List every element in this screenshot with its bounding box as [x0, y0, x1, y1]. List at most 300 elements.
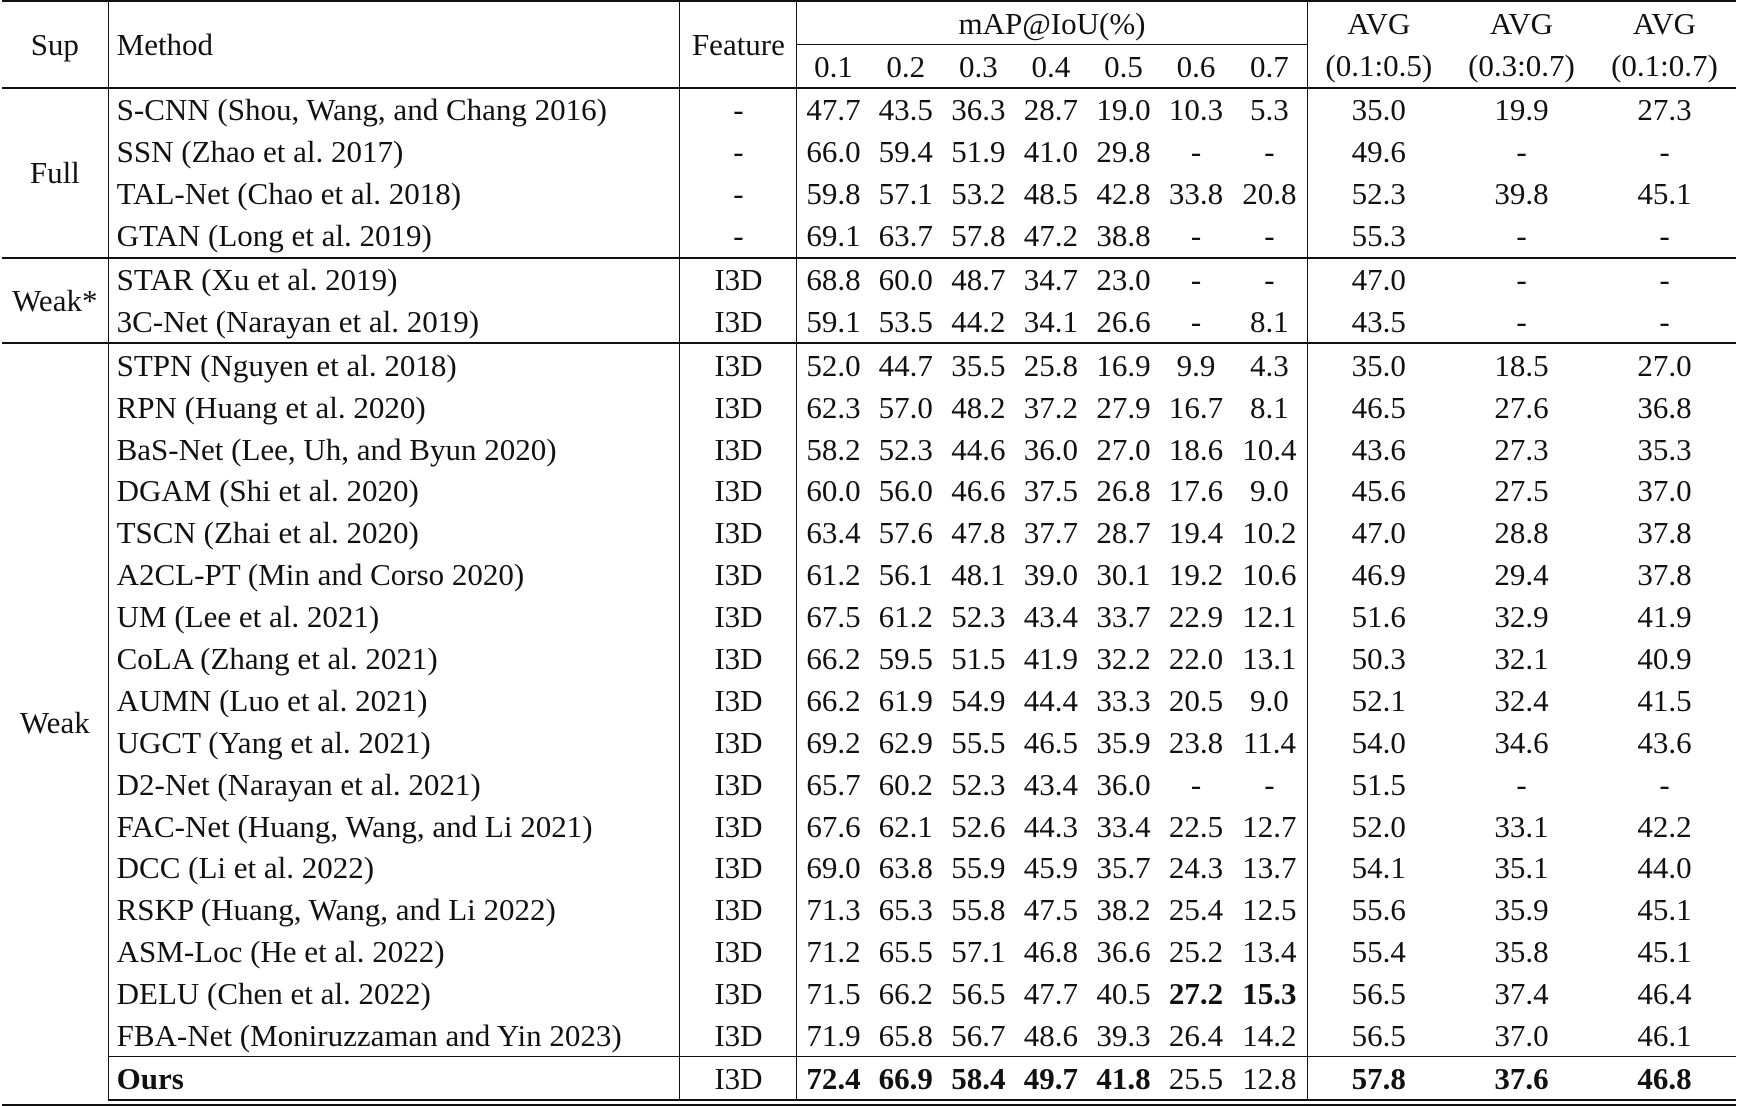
map-cell: 52.6 — [951, 808, 1006, 844]
map-cell: 66.2 — [806, 682, 861, 718]
map-cell: 69.2 — [806, 724, 861, 760]
map-cell: 68.8 — [806, 262, 861, 297]
map-cell: 41.8 — [1087, 1057, 1160, 1100]
feature-cell: I3D — [680, 763, 797, 805]
method-cell: TSCN (Zhai et al. 2020) — [108, 512, 680, 554]
map-cell: 63.7 — [878, 218, 933, 254]
map-cell: 56.5 — [951, 976, 1006, 1012]
avg-cell: 47.0 — [1351, 262, 1406, 297]
map-cell: 34.7 — [1023, 262, 1078, 297]
header-avg-range: (0.1:0.7) — [1611, 48, 1718, 84]
avg-cell: 55.4 — [1351, 934, 1406, 970]
method-cell: SSN (Zhao et al. 2017) — [108, 131, 680, 173]
map-cell: 41.9 — [1023, 641, 1078, 677]
table-row — [2, 88, 1736, 131]
avg-cell: 27.3 — [1494, 431, 1549, 467]
avg-cell: 35.1 — [1494, 850, 1549, 886]
avg-cell: 54.0 — [1351, 724, 1406, 760]
avg-cell: 43.6 — [1637, 724, 1692, 760]
avg-cell: 35.3 — [1637, 431, 1692, 467]
map-cell: 4.3 — [1232, 343, 1307, 386]
feature-cell: I3D — [680, 258, 797, 301]
avg-cell: 51.5 — [1351, 766, 1406, 802]
map-cell: 27.0 — [1096, 431, 1151, 467]
avg-cell: 42.2 — [1637, 808, 1692, 844]
method-cell: UGCT (Yang et al. 2021) — [108, 721, 680, 763]
method-cell: RPN (Huang et al. 2020) — [108, 386, 680, 428]
feature-cell: I3D — [680, 554, 797, 596]
feature-cell: I3D — [680, 679, 797, 721]
avg-cell: 37.0 — [1494, 1018, 1549, 1054]
map-cell: 51.5 — [951, 641, 1006, 677]
feature-cell: I3D — [680, 638, 797, 680]
avg-cell: - — [1516, 766, 1527, 802]
map-cell: 63.8 — [878, 850, 933, 886]
map-cell: 25.2 — [1168, 934, 1224, 970]
table-row — [2, 512, 1736, 554]
map-cell: 26.6 — [1096, 303, 1151, 339]
feature-cell: I3D — [680, 386, 797, 428]
avg-cell: 47.0 — [1351, 515, 1406, 551]
feature-cell: - — [680, 173, 797, 215]
map-cell: 19.4 — [1168, 515, 1224, 551]
avg-cell: 41.9 — [1637, 599, 1692, 635]
avg-cell: 32.9 — [1494, 599, 1549, 635]
map-cell: 22.5 — [1168, 808, 1224, 844]
map-cell: 16.7 — [1168, 389, 1224, 425]
avg-cell: 43.5 — [1351, 303, 1406, 339]
map-cell: 15.3 — [1232, 973, 1307, 1015]
method-cell: S-CNN (Shou, Wang, and Chang 2016) — [108, 88, 680, 131]
method-cell: Ours — [108, 1057, 680, 1100]
map-cell: 59.8 — [806, 176, 861, 212]
avg-cell: - — [1659, 218, 1670, 254]
sup-label: Weak* — [2, 258, 108, 344]
map-cell: 20.8 — [1232, 173, 1307, 215]
map-cell: 28.7 — [1096, 515, 1151, 551]
map-cell: 41.0 — [1023, 134, 1078, 170]
method-cell: CoLA (Zhang et al. 2021) — [108, 638, 680, 680]
group-2 — [2, 343, 1736, 1100]
map-cell: 43.4 — [1023, 599, 1078, 635]
avg-cell: 46.4 — [1637, 976, 1692, 1012]
table-row — [2, 931, 1736, 973]
header-iou-threshold: 0.2 — [886, 48, 926, 84]
method-cell: ASM-Loc (He et al. 2022) — [108, 931, 680, 973]
feature-cell: I3D — [680, 805, 797, 847]
map-cell: 57.8 — [951, 218, 1006, 254]
map-cell: 36.6 — [1096, 934, 1151, 970]
feature-cell: I3D — [680, 973, 797, 1015]
map-cell: 65.8 — [878, 1018, 933, 1054]
avg-cell: 56.5 — [1351, 1018, 1406, 1054]
map-cell: 37.2 — [1023, 389, 1078, 425]
map-cell: 36.0 — [1023, 431, 1078, 467]
sup-label: Full — [2, 88, 108, 258]
method-cell: D2-Net (Narayan et al. 2021) — [108, 763, 680, 805]
map-cell: - — [1232, 131, 1307, 173]
map-cell: 14.2 — [1232, 1015, 1307, 1057]
map-cell: 47.2 — [1023, 218, 1078, 254]
map-cell: 42.8 — [1096, 176, 1151, 212]
map-cell: 60.0 — [806, 473, 861, 509]
avg-cell: 34.6 — [1494, 724, 1549, 760]
table-row — [2, 386, 1736, 428]
table-header — [2, 1, 1736, 88]
header-method: Method — [108, 1, 680, 88]
map-cell: 71.5 — [806, 976, 861, 1012]
group-0 — [2, 88, 1736, 258]
map-cell: 48.5 — [1023, 176, 1078, 212]
map-cell: - — [1232, 215, 1307, 258]
feature-cell: I3D — [680, 512, 797, 554]
map-cell: 22.0 — [1168, 641, 1224, 677]
map-cell: 9.9 — [1176, 347, 1216, 383]
map-cell: 13.1 — [1232, 638, 1307, 680]
map-cell: 10.2 — [1232, 512, 1307, 554]
avg-cell: 37.8 — [1637, 557, 1692, 593]
map-cell: 46.8 — [1023, 934, 1078, 970]
map-cell: 47.5 — [1023, 892, 1078, 928]
header-avg-label: AVG — [1632, 5, 1697, 41]
map-cell: - — [1190, 766, 1202, 802]
avg-cell: 19.9 — [1494, 92, 1549, 128]
map-cell: 10.6 — [1232, 554, 1307, 596]
map-cell: 12.7 — [1232, 805, 1307, 847]
avg-cell: 32.1 — [1494, 641, 1549, 677]
map-cell: 63.4 — [806, 515, 861, 551]
avg-cell: 27.0 — [1637, 347, 1692, 383]
avg-cell: 28.8 — [1494, 515, 1549, 551]
map-cell: 44.3 — [1023, 808, 1078, 844]
avg-cell: 45.1 — [1637, 892, 1692, 928]
avg-cell: - — [1659, 766, 1670, 802]
avg-cell: 55.3 — [1351, 218, 1406, 254]
avg-cell: 29.4 — [1494, 557, 1549, 593]
map-cell: 43.5 — [878, 92, 933, 128]
header-avg-label: AVG — [1347, 5, 1411, 41]
table-row — [2, 805, 1736, 847]
method-cell: 3C-Net (Narayan et al. 2019) — [108, 300, 680, 343]
map-cell: 27.2 — [1168, 976, 1224, 1012]
map-cell: 54.9 — [951, 682, 1006, 718]
avg-cell: 39.8 — [1494, 176, 1549, 212]
map-cell: - — [1232, 763, 1307, 805]
avg-cell: 49.6 — [1351, 134, 1406, 170]
map-cell: 17.6 — [1168, 473, 1224, 509]
map-cell: 67.6 — [806, 808, 861, 844]
map-cell: 44.2 — [951, 303, 1006, 339]
table-row — [2, 889, 1736, 931]
map-cell: 57.6 — [878, 515, 933, 551]
map-cell: 28.7 — [1023, 92, 1078, 128]
avg-cell: - — [1516, 218, 1527, 254]
map-cell: 66.0 — [806, 134, 861, 170]
header-avg-range: (0.3:0.7) — [1468, 48, 1575, 84]
map-cell: 43.4 — [1023, 766, 1078, 802]
avg-cell: 32.4 — [1494, 682, 1549, 718]
avg-cell: - — [1659, 303, 1670, 339]
avg-cell: 52.3 — [1351, 176, 1406, 212]
map-cell: 23.0 — [1096, 262, 1151, 297]
map-cell: 66.2 — [878, 976, 933, 1012]
header-map-iou: mAP@IoU(%) — [797, 1, 1307, 45]
map-cell: 29.8 — [1096, 134, 1151, 170]
map-cell: 26.4 — [1168, 1018, 1224, 1054]
table-row — [2, 679, 1736, 721]
map-cell: 33.4 — [1096, 808, 1151, 844]
map-cell: - — [1190, 218, 1202, 254]
table-row — [2, 847, 1736, 889]
table-row — [2, 300, 1736, 343]
method-cell: TAL-Net (Chao et al. 2018) — [108, 173, 680, 215]
table-row — [2, 973, 1736, 1015]
map-cell: 18.6 — [1168, 431, 1224, 467]
map-cell: 19.0 — [1096, 92, 1151, 128]
avg-cell: 37.6 — [1450, 1057, 1593, 1100]
map-cell: 25.4 — [1168, 892, 1224, 928]
map-cell: 35.5 — [951, 347, 1006, 383]
method-cell: STPN (Nguyen et al. 2018) — [108, 343, 680, 386]
header-row-1 — [2, 1, 1736, 45]
avg-cell: 45.6 — [1351, 473, 1406, 509]
map-cell: 11.4 — [1232, 721, 1307, 763]
map-cell: 16.9 — [1096, 347, 1151, 383]
avg-cell: 27.6 — [1494, 389, 1549, 425]
map-cell: - — [1190, 134, 1202, 170]
map-cell: 9.0 — [1232, 470, 1307, 512]
map-cell: 33.7 — [1096, 599, 1151, 635]
avg-cell: 35.0 — [1351, 92, 1406, 128]
map-cell: 59.5 — [878, 641, 933, 677]
map-cell: 48.6 — [1023, 1018, 1078, 1054]
map-cell: 61.9 — [878, 682, 933, 718]
map-cell: 25.5 — [1160, 1057, 1233, 1100]
map-cell: 33.8 — [1168, 176, 1224, 212]
avg-cell: 55.6 — [1351, 892, 1406, 928]
map-cell: 66.2 — [806, 641, 861, 677]
map-cell: 30.1 — [1096, 557, 1151, 593]
map-cell: 65.7 — [806, 766, 861, 802]
table-row — [2, 638, 1736, 680]
map-cell: 32.2 — [1096, 641, 1151, 677]
map-cell: 65.5 — [878, 934, 933, 970]
avg-cell: - — [1659, 134, 1670, 170]
avg-cell: 46.5 — [1351, 389, 1406, 425]
table-row — [2, 343, 1736, 386]
map-cell: 72.4 — [797, 1057, 870, 1100]
map-cell: 57.1 — [878, 176, 933, 212]
feature-cell: - — [680, 88, 797, 131]
feature-cell: I3D — [680, 721, 797, 763]
feature-cell: I3D — [680, 847, 797, 889]
avg-cell: - — [1659, 262, 1670, 297]
method-cell: STAR (Xu et al. 2019) — [108, 258, 680, 301]
feature-cell: - — [680, 215, 797, 258]
map-cell: 55.5 — [951, 724, 1006, 760]
table-row — [2, 470, 1736, 512]
map-cell: 35.9 — [1096, 724, 1151, 760]
results-table-container — [2, 0, 1736, 1101]
header-feature: Feature — [680, 1, 797, 88]
map-cell: 40.5 — [1096, 976, 1151, 1012]
map-cell: 46.6 — [951, 473, 1006, 509]
map-cell: 36.0 — [1096, 766, 1151, 802]
avg-cell: 43.6 — [1351, 431, 1406, 467]
map-cell: 58.4 — [942, 1057, 1015, 1100]
avg-cell: 27.3 — [1637, 92, 1692, 128]
map-cell: 9.0 — [1232, 679, 1307, 721]
map-cell: 34.1 — [1023, 303, 1078, 339]
map-cell: 56.1 — [878, 557, 933, 593]
header-iou-threshold: 0.4 — [1031, 48, 1071, 84]
map-cell: 56.0 — [878, 473, 933, 509]
avg-cell: - — [1516, 134, 1527, 170]
avg-cell: 52.0 — [1351, 808, 1406, 844]
map-cell: 69.1 — [806, 218, 861, 254]
map-cell: 71.3 — [806, 892, 861, 928]
map-cell: 60.2 — [878, 766, 933, 802]
avg-cell: 41.5 — [1637, 682, 1692, 718]
map-cell: 52.3 — [951, 766, 1006, 802]
avg-cell: 46.8 — [1593, 1057, 1736, 1100]
table-row — [2, 763, 1736, 805]
map-cell: 44.7 — [878, 347, 933, 383]
avg-cell: 40.9 — [1637, 641, 1692, 677]
map-cell: 52.3 — [951, 599, 1006, 635]
avg-cell: 35.8 — [1494, 934, 1549, 970]
map-cell: 44.4 — [1023, 682, 1078, 718]
feature-cell: I3D — [680, 470, 797, 512]
map-cell: 57.0 — [878, 389, 933, 425]
avg-cell: 18.5 — [1494, 347, 1549, 383]
avg-cell: 37.4 — [1494, 976, 1549, 1012]
map-cell: 52.0 — [806, 347, 861, 383]
feature-cell: I3D — [680, 1057, 797, 1100]
map-cell: 46.5 — [1023, 724, 1078, 760]
map-cell: 47.7 — [806, 92, 861, 128]
map-cell: 39.0 — [1023, 557, 1078, 593]
method-cell: UM (Lee et al. 2021) — [108, 596, 680, 638]
map-cell: 52.3 — [878, 431, 933, 467]
map-cell: 13.4 — [1232, 931, 1307, 973]
avg-cell: 37.8 — [1637, 515, 1692, 551]
map-cell: 24.3 — [1168, 850, 1224, 886]
avg-cell: 33.1 — [1494, 808, 1549, 844]
map-cell: 38.2 — [1096, 892, 1151, 928]
avg-cell: 36.8 — [1637, 389, 1692, 425]
avg-cell: 51.6 — [1351, 599, 1406, 635]
avg-cell: 57.8 — [1307, 1057, 1450, 1100]
map-cell: 47.8 — [951, 515, 1006, 551]
map-cell: 10.4 — [1232, 428, 1307, 470]
header-iou-threshold: 0.3 — [958, 48, 998, 84]
map-cell: 62.1 — [878, 808, 933, 844]
map-cell: 48.2 — [951, 389, 1006, 425]
map-cell: 45.9 — [1023, 850, 1078, 886]
map-cell: 39.3 — [1096, 1018, 1151, 1054]
map-cell: 35.7 — [1096, 850, 1151, 886]
avg-cell: 50.3 — [1351, 641, 1406, 677]
map-cell: - — [1190, 262, 1202, 297]
map-cell: 5.3 — [1232, 88, 1307, 131]
map-cell: 57.1 — [951, 934, 1006, 970]
table-row — [2, 428, 1736, 470]
map-cell: 12.5 — [1232, 889, 1307, 931]
method-cell: GTAN (Long et al. 2019) — [108, 215, 680, 258]
map-cell: 27.9 — [1096, 389, 1151, 425]
method-cell: RSKP (Huang, Wang, and Li 2022) — [108, 889, 680, 931]
table-row — [2, 131, 1736, 173]
feature-cell: I3D — [680, 596, 797, 638]
map-cell: 59.1 — [806, 303, 861, 339]
group-1 — [2, 258, 1736, 344]
map-cell: 36.3 — [951, 92, 1006, 128]
map-cell: 48.1 — [951, 557, 1006, 593]
map-cell: 22.9 — [1168, 599, 1224, 635]
map-cell: 62.9 — [878, 724, 933, 760]
map-cell: 47.7 — [1023, 976, 1078, 1012]
sup-label: Weak — [2, 343, 108, 1100]
map-cell: - — [1232, 258, 1307, 301]
method-cell: DCC (Li et al. 2022) — [108, 847, 680, 889]
feature-cell: I3D — [680, 889, 797, 931]
map-cell: 66.9 — [869, 1057, 942, 1100]
map-cell: 10.3 — [1168, 92, 1224, 128]
map-cell: 55.8 — [951, 892, 1006, 928]
header-iou-threshold: 0.1 — [814, 48, 853, 84]
map-cell: 38.8 — [1096, 218, 1151, 254]
table-row — [2, 596, 1736, 638]
feature-cell: I3D — [680, 300, 797, 343]
map-cell: 51.9 — [951, 134, 1006, 170]
avg-cell: 45.1 — [1637, 934, 1692, 970]
header-sup: Sup — [2, 1, 108, 88]
feature-cell: I3D — [680, 1015, 797, 1057]
map-cell: 61.2 — [806, 557, 861, 593]
table-row — [2, 173, 1736, 215]
method-cell: FAC-Net (Huang, Wang, and Li 2021) — [108, 805, 680, 847]
map-cell: 26.8 — [1096, 473, 1151, 509]
map-cell: 25.8 — [1023, 347, 1078, 383]
map-cell: 55.9 — [951, 850, 1006, 886]
method-cell: A2CL-PT (Min and Corso 2020) — [108, 554, 680, 596]
map-cell: 48.7 — [951, 262, 1006, 297]
avg-cell: 52.1 — [1351, 682, 1406, 718]
header-avg-label: AVG — [1489, 5, 1554, 41]
map-cell: 8.1 — [1232, 386, 1307, 428]
avg-cell: 35.0 — [1351, 347, 1406, 383]
map-cell: 71.9 — [806, 1018, 861, 1054]
header-iou-threshold: 0.7 — [1232, 45, 1307, 89]
map-cell: 37.7 — [1023, 515, 1078, 551]
map-cell: 12.1 — [1232, 596, 1307, 638]
avg-cell: 27.5 — [1494, 473, 1549, 509]
header-avg-range: (0.1:0.5) — [1325, 48, 1433, 84]
map-cell: 67.5 — [806, 599, 861, 635]
avg-cell: 56.5 — [1351, 976, 1406, 1012]
table-row — [2, 554, 1736, 596]
table-row — [2, 721, 1736, 763]
method-cell: DELU (Chen et al. 2022) — [108, 973, 680, 1015]
map-cell: 20.5 — [1168, 682, 1224, 718]
method-cell: BaS-Net (Lee, Uh, and Byun 2020) — [108, 428, 680, 470]
map-cell: 44.6 — [951, 431, 1006, 467]
avg-cell: - — [1516, 262, 1527, 297]
avg-cell: 54.1 — [1351, 850, 1406, 886]
map-cell: 19.2 — [1168, 557, 1224, 593]
avg-cell: 46.9 — [1351, 557, 1406, 593]
